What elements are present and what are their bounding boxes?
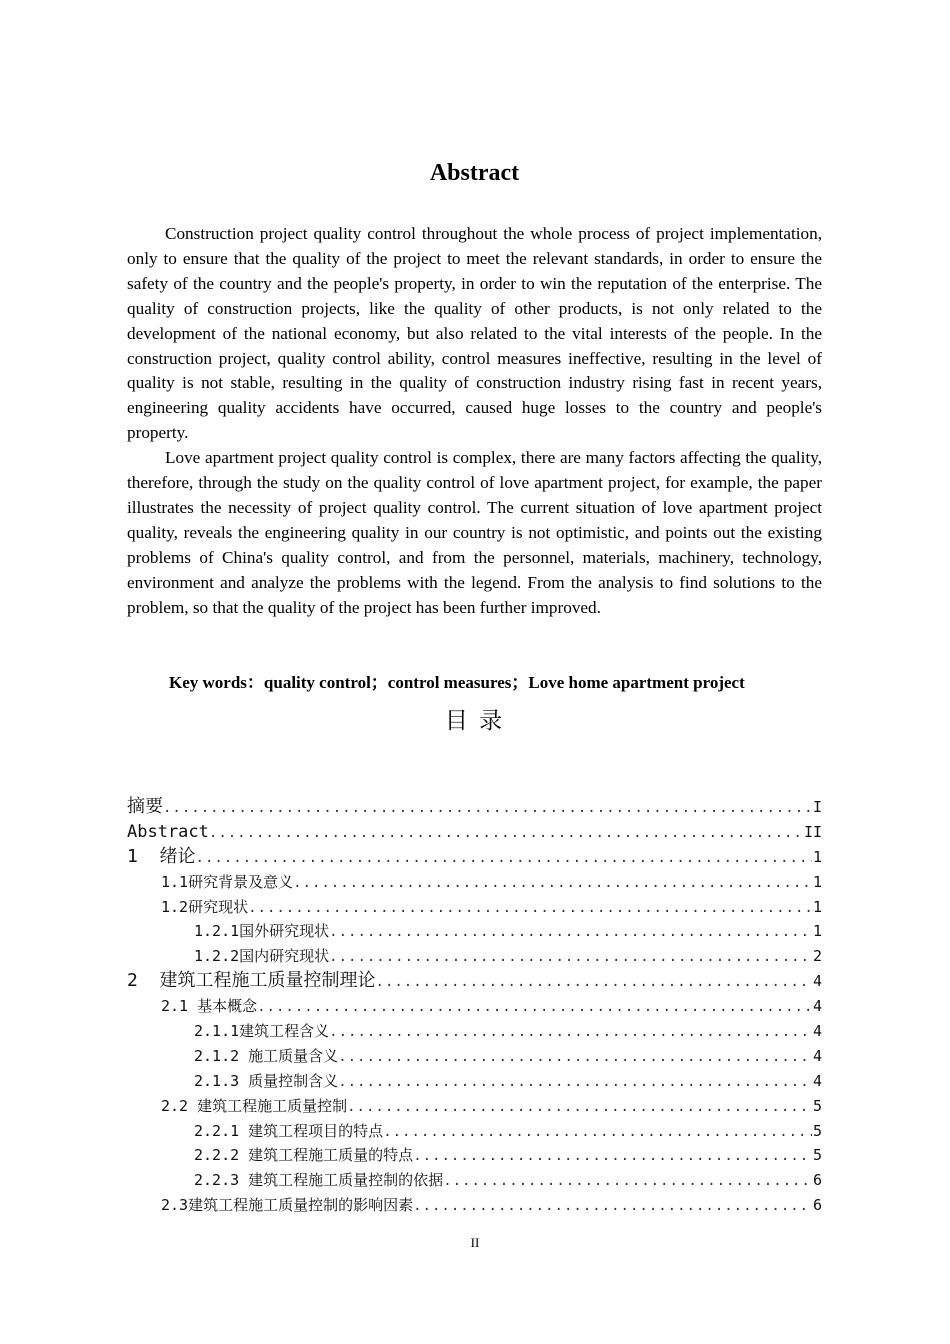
abstract-paragraph: Love apartment project quality control is complex, there are many factors affecting the quality, therefore, through the study on the quality control of love apartment project, for example, the paper illustrates the necessity of project quality control. The current situation of love apartment project quality, reveals the engineering quality in our country is not optimistic, and points out the existing problems of China's quality control, and from the personnel, materials, machinery, technology, environment and analyze the problems with the legend. From the analysis to find solutions to the problem, so that the quality of the project has been further improved. — [127, 448, 822, 617]
toc-leader-dots — [329, 920, 812, 944]
toc-entry-label: 1.2.1国外研究现状 — [194, 922, 330, 941]
toc-leader-dots — [338, 1070, 812, 1094]
toc-leader-dots — [347, 1095, 812, 1119]
toc-leader-dots — [293, 871, 812, 895]
toc-entry-page: 4 — [812, 1046, 822, 1065]
toc-entry[interactable] — [127, 795, 822, 820]
toc-entry-label: 1.2.2国内研究现状 — [194, 947, 330, 966]
toc-entry-label: 1 绪论 — [127, 845, 196, 867]
toc-leader-dots — [383, 1120, 812, 1144]
toc-entry-label: Abstract — [127, 821, 209, 842]
toc-leader-dots — [248, 896, 812, 920]
toc-entry-page: II — [803, 822, 822, 841]
toc-entry[interactable] — [127, 1143, 822, 1168]
toc-entry[interactable] — [127, 1193, 822, 1218]
toc-entry[interactable] — [127, 994, 822, 1019]
abstract-body — [127, 222, 822, 621]
table-of-contents — [127, 795, 822, 1218]
toc-entry-label: 2.1.3 质量控制含义 — [194, 1071, 339, 1090]
toc-entry[interactable] — [127, 944, 822, 969]
toc-entry[interactable] — [127, 1094, 822, 1119]
toc-title: 目 录 — [444, 708, 505, 734]
toc-leader-dots — [338, 1045, 812, 1069]
toc-entry-label: 2.2 建筑工程施工质量控制 — [161, 1096, 348, 1115]
toc-entry-label: 2.1 基本概念 — [161, 997, 258, 1016]
toc-entry-page: 1 — [812, 897, 822, 916]
toc-entry-page: 4 — [812, 972, 822, 991]
toc-entry-label: 2.1.2 施工质量含义 — [194, 1046, 339, 1065]
toc-entry-page: 1 — [812, 872, 822, 891]
toc-entry-label: 2.1.1建筑工程含义 — [194, 1022, 330, 1041]
toc-entry-label: 1.2研究现状 — [161, 897, 249, 916]
toc-entry-page: 6 — [812, 1171, 822, 1190]
toc-leader-dots — [163, 796, 812, 820]
abstract-paragraph: Construction project quality control throughout the whole process of project implementation, only to ensure that the quality of the project to meet the relevant standards, in order to ensure the safety of the country and the people's property, in order to win the reputation of the enterprise. The quality of construction projects, like the quality of other products, is not only related to the development of the national economy, but also related to the vital interests of the people. In the construction project, quality control ability, control measures ineffective, resulting in the level of quality is not stable, resulting in the quality of construction industry rising fast in recent years, engineering quality accidents have occurred, caused huge losses to the country and people's property. — [127, 224, 822, 443]
toc-entry-label: 1.1研究背景及意义 — [161, 872, 294, 891]
abstract-title: Abstract — [429, 160, 520, 186]
toc-leader-dots — [196, 846, 812, 870]
toc-entry-page: 6 — [812, 1196, 822, 1215]
keywords-line: Key words：quality control；control measures；Love home apartment project — [169, 673, 745, 692]
toc-entry[interactable] — [127, 969, 822, 994]
toc-entry-page: 4 — [812, 1071, 822, 1090]
toc-entry[interactable] — [127, 895, 822, 920]
toc-leader-dots — [329, 945, 812, 969]
toc-entry[interactable] — [127, 1019, 822, 1044]
toc-entry[interactable] — [127, 820, 822, 845]
toc-entry-page: 5 — [812, 1146, 822, 1165]
toc-entry-label: 2.2.1 建筑工程项目的特点 — [194, 1121, 384, 1140]
toc-entry-page: I — [812, 798, 822, 816]
toc-entry[interactable] — [127, 845, 822, 870]
page-number: II — [470, 1235, 480, 1250]
toc-entry-page: 4 — [812, 1022, 822, 1041]
toc-leader-dots — [329, 1020, 812, 1044]
toc-entry-page: 5 — [812, 1121, 822, 1140]
toc-entry[interactable] — [127, 1119, 822, 1144]
toc-entry-label: 2.2.3 建筑工程施工质量控制的依据 — [194, 1171, 444, 1190]
toc-entry-label: 2.3建筑工程施工质量控制的影响因素 — [161, 1196, 414, 1215]
toc-entry[interactable] — [127, 1069, 822, 1094]
toc-leader-dots — [209, 821, 803, 845]
toc-leader-dots — [413, 1144, 812, 1168]
toc-leader-dots — [443, 1169, 812, 1193]
toc-entry-page: 1 — [812, 922, 822, 941]
toc-entry[interactable] — [127, 870, 822, 895]
toc-entry[interactable] — [127, 1044, 822, 1069]
toc-entry-label: 摘要 — [127, 796, 163, 817]
toc-entry-page: 2 — [812, 947, 822, 966]
toc-entry-page: 1 — [812, 847, 822, 866]
toc-entry[interactable] — [127, 919, 822, 944]
toc-leader-dots — [376, 970, 812, 994]
toc-entry[interactable] — [127, 1168, 822, 1193]
toc-leader-dots — [413, 1194, 812, 1218]
toc-entry-label: 2.2.2 建筑工程施工质量的特点 — [194, 1146, 414, 1165]
toc-entry-label: 2 建筑工程施工质量控制理论 — [127, 970, 376, 992]
toc-leader-dots — [257, 995, 812, 1019]
toc-entry-page: 5 — [812, 1096, 822, 1115]
toc-entry-page: 4 — [812, 997, 822, 1016]
